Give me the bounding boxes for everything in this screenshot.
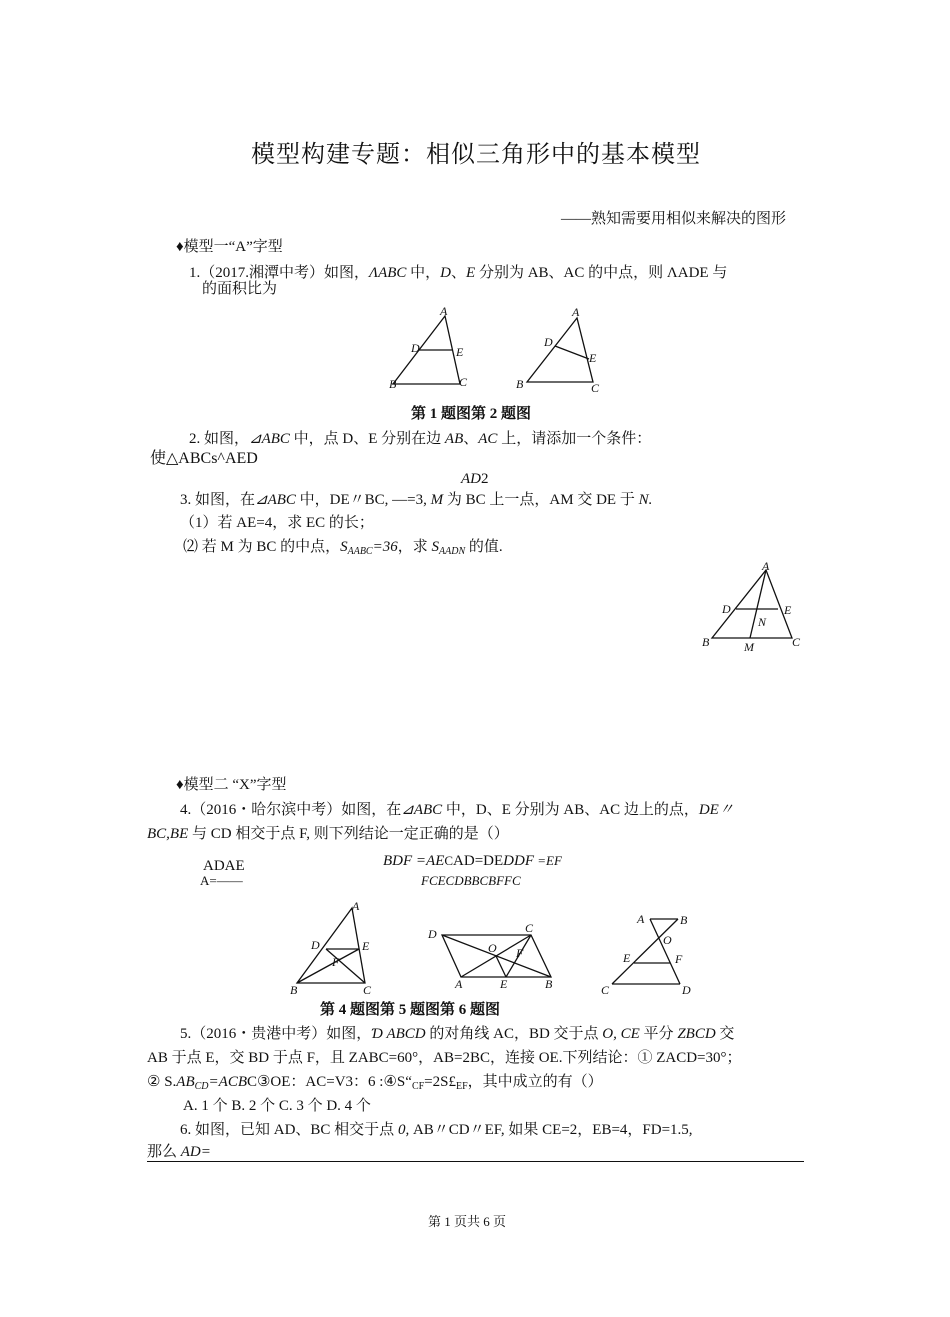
question-6: 6. 如图，已知 AD、BC 相交于点 0, AB〃CD〃EF, 如果 CE=2，EB=4，FD=1.5,: [180, 1122, 693, 1138]
label-c: C: [591, 381, 600, 395]
label-a: A: [440, 304, 448, 318]
label-b: B: [516, 377, 524, 391]
label-e: E: [362, 939, 370, 953]
label-e: E: [623, 951, 631, 965]
page-footer: 第 1 页共 6 页: [428, 1214, 507, 1229]
options-bcd-line-1: BDF =AECAD=DEDDF =EF: [383, 853, 562, 869]
label-d: D: [722, 602, 731, 616]
question-3-part-1: （1）若 AE=4，求 EC 的长；: [180, 515, 374, 531]
option-a-line-2: A=——: [200, 873, 243, 888]
label-c: C: [459, 375, 468, 389]
label-n: N: [758, 615, 767, 629]
label-c: C: [792, 635, 801, 649]
question-6-line-2: 那么 AD=: [147, 1144, 211, 1160]
label-o: O: [663, 933, 672, 947]
question-2-cut-line: 使△ABCs^AED: [150, 450, 258, 467]
figure-2: [513, 302, 613, 395]
label-a: A: [637, 912, 645, 926]
question-1-cut-line: 的面积比为: [202, 281, 278, 297]
question-4: 4.（2016・哈尔滨中考）如图，在⊿ABC 中，D、E 分别为 AB、AC 边上的点，DE〃: [180, 802, 734, 818]
option-a-line-1: ADAE: [203, 858, 245, 874]
question-1: 1.（2017.湘潭中考）如图，ΛABC 中，D、E 分别为 AB、AC 的中点，则 ΛADE 与: [189, 265, 728, 281]
bottom-rule: [147, 1161, 804, 1162]
label-d: D: [428, 927, 437, 941]
label-d: D: [311, 938, 320, 952]
question-5: 5.（2016・贵港中考）如图，Ɗ ABCD 的对角线 AC，BD 交于点 O, CE 平分 ZBCD 交: [180, 1026, 735, 1042]
label-b: B: [702, 635, 710, 649]
label-b: B: [290, 983, 298, 997]
label-c: C: [525, 921, 534, 935]
question-4-line-2: BC,BE 与 CD 相交于点 F, 则下列结论一定正确的是（）: [147, 826, 509, 842]
figure-4: [285, 899, 380, 997]
label-e: E: [784, 603, 792, 617]
fraction-top: AD2: [461, 471, 489, 487]
label-a: A: [352, 899, 360, 913]
page-title: 模型构建专题：相似三角形中的基本模型: [251, 142, 701, 168]
label-a: A: [455, 977, 463, 991]
label-a: A: [762, 559, 770, 573]
figure-5: [425, 920, 560, 992]
label-d: D: [682, 983, 691, 997]
label-a: A: [572, 305, 580, 319]
label-e: E: [589, 351, 597, 365]
question-5-options: A. 1 个 B. 2 个 C. 3 个 D. 4 个: [183, 1098, 371, 1114]
figure-caption-4-5-6: 第 4 题图第 5 题图第 6 题图: [320, 1002, 501, 1018]
question-3: 3. 如图，在⊿ABC 中，DE〃BC, —=3, M 为 BC 上一点，AM 交 DE 于 N.: [180, 492, 653, 508]
label-f: F: [675, 952, 683, 966]
figure-6: [598, 910, 703, 997]
question-5-line-3: ② $S.AB_{CD}=ACBC③OE$：AC=V3：6 $:④S“_{CF}=2S£_{EF}$，其中成立的有（）: [147, 1074, 603, 1092]
figure-1: [385, 302, 485, 392]
label-e: E: [456, 345, 464, 359]
question-5-line-2: AB 于点 E，交 BD 于点 F，且 ZABC=60°，AB=2BC，连接 OE.下列结论：① ZACD=30°；: [147, 1050, 742, 1066]
options-bcd-line-2: FCECDBBCBFFC: [421, 873, 521, 888]
label-c: C: [601, 983, 610, 997]
label-d: D: [411, 341, 420, 355]
label-b: B: [389, 377, 397, 391]
figure-caption-1-2: 第 1 题图第 2 题图: [411, 406, 532, 422]
label-b: B: [545, 977, 553, 991]
question-3-part-2: ⑵ 若 M 为 BC 的中点，$S_{AABC}=36$，求 $S_{AADN}$ 的值.: [183, 539, 503, 557]
label-f: F: [332, 955, 340, 969]
label-o: O: [488, 941, 497, 955]
page-subtitle: ——熟知需要用相似来解决的图形: [561, 211, 787, 227]
question-2: 2. 如图，⊿ABC 中，点 D、E 分别在边 AB、AC 上，请添加一个条件：: [189, 431, 652, 447]
label-f: F: [516, 946, 524, 960]
label-m: M: [744, 640, 754, 654]
figure-3: [700, 560, 810, 656]
section-heading-model1: ♦模型一“A”字型: [176, 239, 283, 255]
label-d: D: [544, 335, 553, 349]
label-b: B: [680, 913, 688, 927]
label-c: C: [363, 983, 372, 997]
section-heading-model2: ♦模型二 “X”字型: [176, 777, 287, 793]
label-e: E: [500, 977, 508, 991]
